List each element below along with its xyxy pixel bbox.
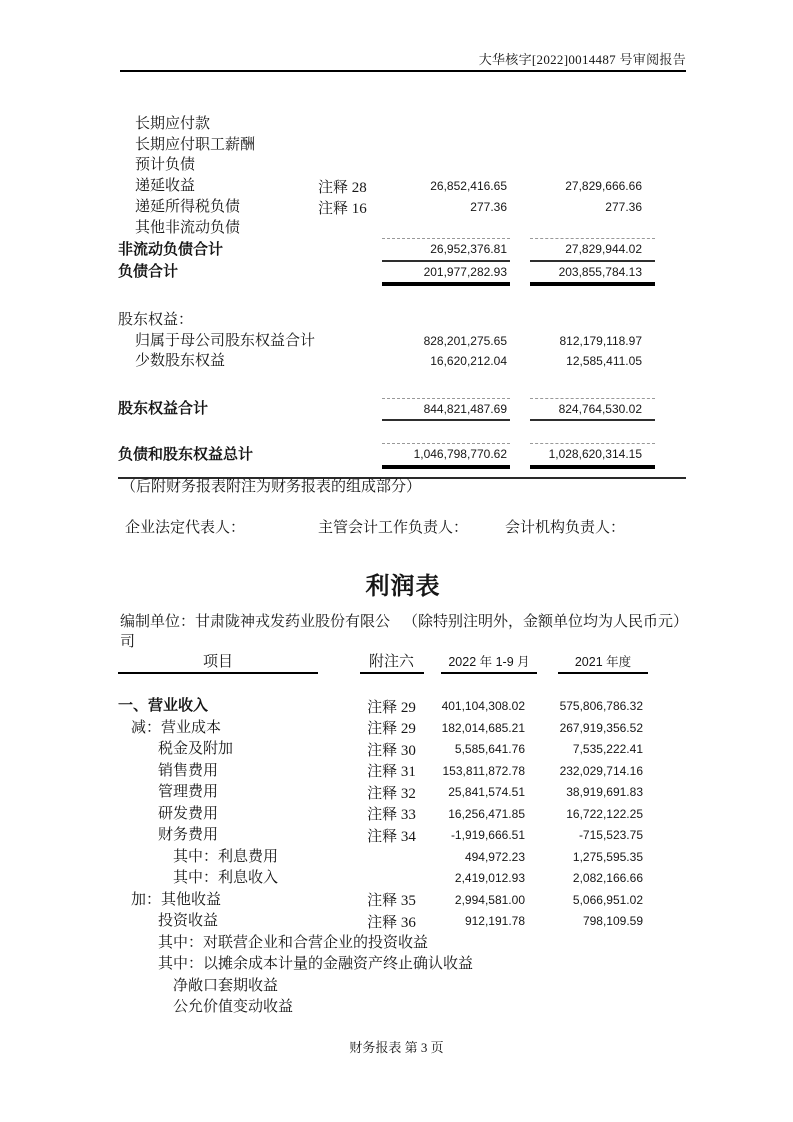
row-label: 其中：利息收入: [173, 870, 279, 887]
is-row-derecognition-gain-amortized-cost: [118, 954, 655, 976]
gap-cell: [510, 197, 530, 218]
is-row-operating-costs: [118, 717, 655, 739]
value-2022-cell: [382, 310, 510, 331]
signature-legal-representative: 企业法定代表人：: [125, 520, 246, 536]
row-label: 其中：以摊余成本计量的金融资产终止确认收益: [158, 956, 474, 973]
bs-row-total-shareholders-equity: [118, 398, 655, 420]
bs-row-long-term-employee-benefits: [118, 135, 655, 156]
row-label: 股东权益合计: [118, 401, 209, 417]
value-2021-cell: [530, 135, 655, 156]
spacer-cell: [118, 674, 655, 696]
value-2021-cell: [540, 997, 655, 1019]
note-cell: [355, 868, 428, 890]
note-cell: [355, 846, 428, 868]
note-cell: 注释 33: [367, 807, 416, 824]
note-cell: 注释 28: [318, 179, 367, 196]
spacer-row: [118, 420, 655, 444]
gap-cell: [510, 444, 530, 467]
is-row-administrative-expenses: [118, 782, 655, 804]
note-cell: [318, 310, 382, 331]
value-2021-cell: [530, 310, 655, 331]
column-header-period-prior: [540, 653, 655, 674]
attachment-note: （后附财务报表附注为财务报表的组成部分）: [121, 479, 422, 495]
value-2022-cell: 1,046,798,770.62: [382, 444, 510, 467]
value-2021-cell: 7,535,222.41: [572, 742, 643, 757]
value-2021-cell: 38,919,691.83: [566, 785, 643, 800]
note-cell: [318, 444, 382, 467]
is-row-other-income: [118, 889, 655, 911]
column-header-period-current-label: 2022 年 1-9 月: [441, 653, 537, 674]
value-2021-cell: 27,829,944.02: [530, 239, 655, 261]
row-label: 其中：对联营企业和合营企业的投资收益: [158, 934, 429, 951]
bs-row-total-liabilities: [118, 261, 655, 285]
bs-row-shareholders-equity-heading: [118, 310, 655, 331]
is-row-rd-expenses: [118, 803, 655, 825]
is-row-financial-expenses: [118, 825, 655, 847]
value-2022-cell: 828,201,275.65: [423, 333, 507, 348]
bs-row-other-non-current-liabilities: [118, 218, 655, 239]
note-cell: [318, 114, 382, 135]
row-label: 管理费用: [158, 784, 219, 801]
value-2022-cell: 401,104,308.02: [441, 699, 525, 714]
value-2021-cell: 575,806,786.32: [559, 699, 643, 714]
bs-row-total-liabilities-and-equity: [118, 444, 655, 467]
gap-cell: [510, 331, 530, 352]
is-row-net-hedging-gain: [118, 975, 655, 997]
column-header-item: [118, 653, 355, 674]
preparation-row: [120, 612, 689, 652]
bs-row-provisions: [118, 155, 655, 176]
row-label: 加：其他收益: [131, 891, 222, 908]
value-2021-cell: 27,829,666.66: [565, 179, 642, 193]
income-statement-title: 利润表: [365, 574, 441, 600]
bs-row-minority-interests: [118, 351, 655, 372]
note-cell: [318, 261, 382, 285]
gap-cell: [510, 135, 530, 156]
row-label: 研发费用: [158, 805, 219, 822]
note-cell: 注释 35: [367, 893, 416, 910]
value-2021-cell: 277.36: [605, 200, 642, 214]
row-label: 递延所得税负债: [135, 199, 241, 215]
note-cell: [318, 218, 382, 239]
is-header-row: [118, 653, 655, 674]
value-2022-cell: 912,191.78: [464, 914, 525, 929]
row-label: 减：营业成本: [131, 719, 222, 736]
value-2022-cell: [382, 114, 510, 135]
spacer-row: [118, 372, 655, 399]
note-cell: 注释 31: [367, 764, 416, 781]
is-row-fair-value-change-gain: [118, 997, 655, 1019]
is-row-taxes-and-surcharges: [118, 739, 655, 761]
value-2022-cell: 494,972.23: [464, 849, 525, 864]
gap-cell: [510, 176, 530, 197]
value-2022-cell: 182,014,685.21: [441, 720, 525, 735]
is-row-interest-expense: [118, 846, 655, 868]
income-statement-table: [118, 653, 655, 1018]
note-cell: [318, 398, 382, 420]
row-label: 其他非流动负债: [135, 220, 241, 236]
value-2022-cell: -1,919,666.51: [450, 828, 525, 843]
note-cell: 注释 29: [367, 699, 416, 716]
value-2021-cell: 12,585,411.05: [566, 354, 642, 369]
value-2022-cell: 25,841,574.51: [448, 785, 525, 800]
value-2022-cell: 16,256,471.85: [448, 806, 525, 821]
row-label: 股东权益：: [118, 312, 194, 329]
gap-cell: [510, 239, 530, 261]
value-2021-cell: [530, 218, 655, 239]
currency-unit-note: （除特别注明外，金额单位均为人民币元）: [403, 614, 689, 630]
row-label: 递延收益: [135, 178, 196, 194]
value-2022-cell: 26,852,416.65: [430, 179, 507, 193]
balance-sheet-table: [118, 114, 655, 469]
row-label: 预计负债: [135, 157, 196, 174]
value-2021-cell: 798,109.59: [582, 914, 643, 929]
report-number: 大华核字[2022]0014487 号审阅报告: [478, 52, 686, 67]
value-2022-cell: [382, 218, 510, 239]
note-cell: [318, 239, 382, 261]
value-2021-cell: 1,275,595.35: [572, 849, 643, 864]
signature-accounting-department-head: 会计机构负责人：: [505, 520, 626, 536]
row-label: 非流动负债合计: [118, 241, 224, 258]
value-2021-cell: 2,082,166.66: [572, 871, 643, 886]
column-header-note-label: 附注六: [360, 653, 424, 674]
value-2022-cell: [382, 135, 510, 156]
column-header-item-label: 项目: [118, 653, 318, 674]
value-2021-cell: 232,029,714.16: [559, 763, 643, 778]
value-2022-cell: 2,419,012.93: [454, 871, 525, 886]
note-cell: [355, 975, 428, 997]
value-2021-cell: [530, 155, 655, 176]
row-label: 负债合计: [118, 264, 179, 281]
value-2022-cell: [428, 975, 540, 997]
note-cell: [318, 331, 382, 352]
spacer-row: [118, 674, 655, 696]
value-2022-cell: 5,585,641.76: [454, 742, 525, 757]
value-2022-cell: 16,620,212.04: [430, 354, 507, 369]
spacer-cell: [118, 420, 655, 444]
row-label: 少数股东权益: [135, 353, 226, 370]
spacer-row: [118, 284, 655, 310]
note-cell: 注释 34: [367, 828, 416, 845]
value-2022-cell: 277.36: [470, 200, 507, 214]
row-label: 税金及附加: [158, 741, 234, 758]
row-label: 其中：利息费用: [173, 848, 279, 865]
column-header-note: [355, 653, 428, 674]
page-footer: 财务报表 第 3 页: [349, 1040, 444, 1055]
value-2021-cell: [530, 114, 655, 135]
note-cell: 注释 36: [367, 914, 416, 931]
prepared-by: 编制单位：甘肃陇神戎发药业股份有限公司: [120, 614, 391, 650]
value-2021-cell: 824,764,530.02: [530, 398, 655, 420]
row-label: 一、营业收入: [118, 698, 209, 715]
value-2021-cell: [540, 954, 655, 976]
row-label: 投资收益: [158, 913, 219, 930]
is-row-interest-income: [118, 868, 655, 890]
value-2022-cell: 2,994,581.00: [454, 892, 525, 907]
value-2021-cell: 1,028,620,314.15: [530, 444, 655, 467]
bs-row-equity-attributable-to-parent: [118, 331, 655, 352]
is-row-investment-income: [118, 911, 655, 933]
value-2021-cell: 16,722,122.25: [566, 806, 643, 821]
value-2021-cell: 203,855,784.13: [530, 261, 655, 285]
gap-cell: [510, 261, 530, 285]
note-cell: [318, 135, 382, 156]
row-label: 净敞口套期收益: [173, 977, 279, 994]
spacer-cell: [118, 284, 655, 310]
value-2021-cell: [540, 975, 655, 997]
value-2022-cell: [428, 932, 540, 954]
gap-cell: [510, 351, 530, 372]
spacer-cell: [118, 372, 655, 399]
bs-row-total-non-current-liabilities: [118, 239, 655, 261]
row-label: 公允价值变动收益: [173, 999, 294, 1016]
row-label: 负债和股东权益总计: [118, 447, 254, 463]
value-2021-cell: [540, 932, 655, 954]
column-header-period-prior-label: 2021 年度: [558, 653, 648, 674]
value-2022-cell: 153,811,872.78: [442, 763, 525, 778]
gap-cell: [510, 155, 530, 176]
row-label: 长期应付职工薪酬: [135, 136, 256, 153]
note-cell: 注释 32: [367, 785, 416, 802]
note-cell: [318, 155, 382, 176]
is-row-operating-revenue: [118, 696, 655, 718]
note-cell: 注释 30: [367, 742, 416, 759]
note-cell: 注释 29: [367, 721, 416, 738]
gap-cell: [510, 398, 530, 420]
gap-cell: [510, 218, 530, 239]
bs-row-deferred-tax-liabilities: [118, 197, 655, 218]
value-2022-cell: [382, 155, 510, 176]
row-label: 财务费用: [158, 827, 219, 844]
note-cell: [318, 351, 382, 372]
value-2021-cell: -715,523.75: [578, 828, 643, 843]
value-2021-cell: 5,066,951.02: [572, 892, 643, 907]
value-2022-cell: 844,821,487.69: [382, 398, 510, 420]
gap-cell: [510, 114, 530, 135]
gap-cell: [510, 310, 530, 331]
value-2021-cell: 267,919,356.52: [559, 720, 643, 735]
column-header-period-current: [428, 653, 540, 674]
bs-row-deferred-income: [118, 176, 655, 197]
row-label: 归属于母公司股东权益合计: [135, 332, 316, 349]
value-2022-cell: [428, 997, 540, 1019]
row-label: 长期应付款: [135, 116, 211, 133]
is-row-income-from-associates-jv: [118, 932, 655, 954]
header-rule: [120, 70, 686, 72]
value-2022-cell: 26,952,376.81: [382, 239, 510, 261]
is-row-selling-expenses: [118, 760, 655, 782]
signature-chief-accountant: 主管会计工作负责人：: [318, 520, 469, 536]
bs-row-long-term-payables: [118, 114, 655, 135]
note-cell: 注释 16: [318, 200, 367, 217]
note-cell: [355, 997, 428, 1019]
value-2022-cell: 201,977,282.93: [382, 261, 510, 285]
value-2021-cell: 812,179,118.97: [559, 333, 642, 348]
row-label: 销售费用: [158, 762, 219, 779]
